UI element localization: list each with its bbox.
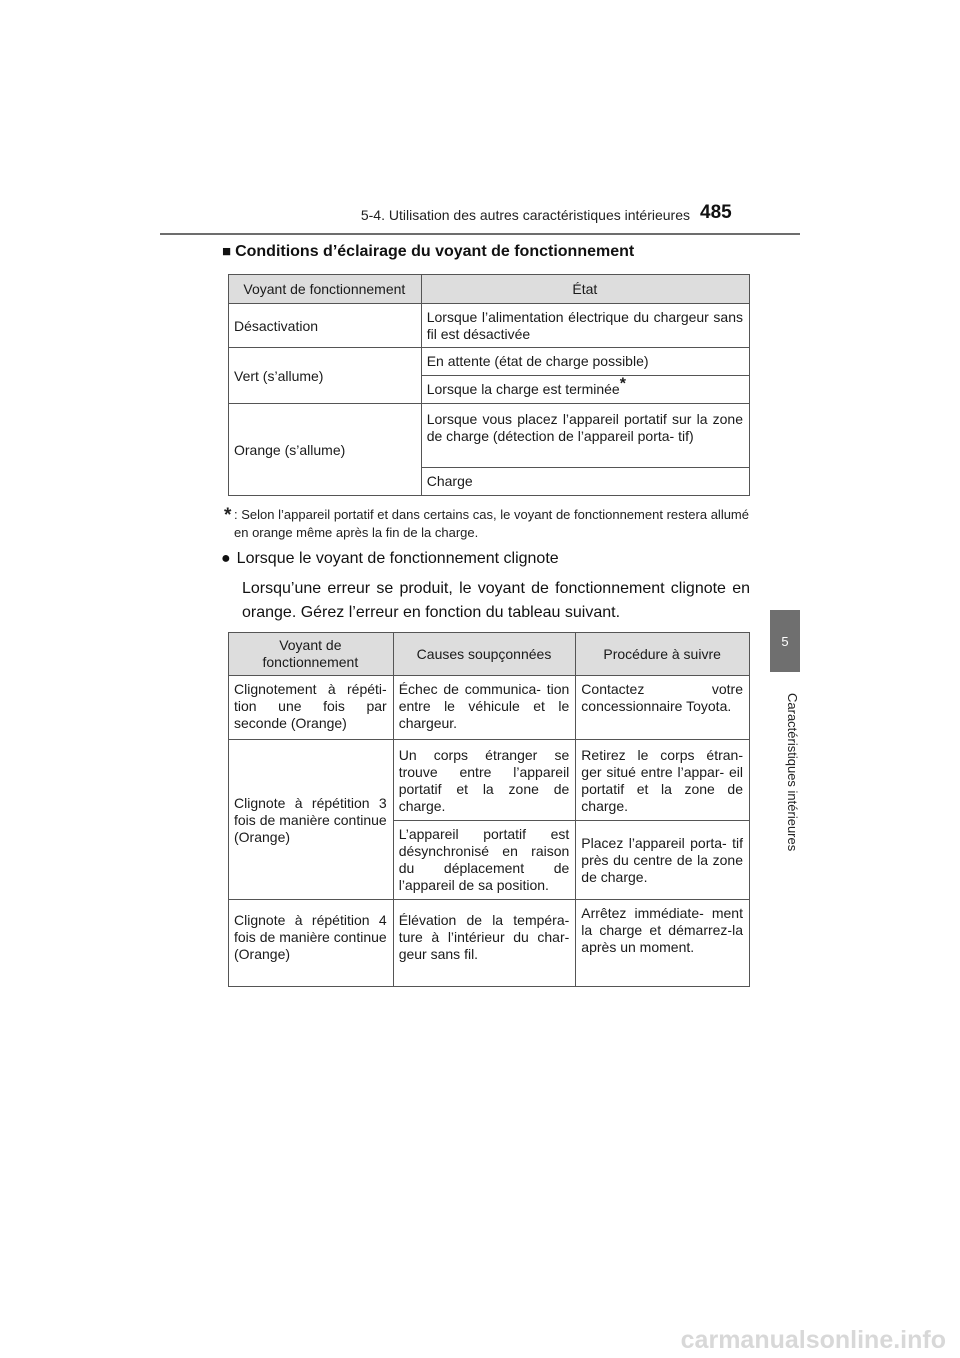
table-cell: Élévation de la tempéra- ture à l’intérieur du char- geur sans fil.: [393, 900, 576, 987]
table-header-cell: Voyant de fonctionnement: [229, 275, 422, 304]
table-cell: L’appareil portatif est désynchronisé en raison du déplacement de l’appareil de sa position.: [393, 821, 576, 900]
table-cell: Clignotement à répéti- tion une fois par seconde (Orange): [229, 676, 394, 740]
table-cell: Charge: [421, 468, 749, 496]
section-heading-text: Conditions d’éclairage du voyant de fonctionnement: [235, 243, 635, 260]
asterisk-icon: *: [224, 505, 232, 526]
bullet-heading: [221, 550, 559, 568]
bullet-paragraph: Lorsqu’une erreur se produit, le voyant de fonctionnement clignote en orange. Gérez l’erreur en fonction du tableau suivant.: [242, 580, 750, 621]
indicator-conditions-table: [228, 274, 750, 496]
chapter-number: 5: [781, 633, 789, 649]
table-header-cell: Voyant de fonctionnement: [229, 633, 394, 676]
page-number: 485: [700, 202, 732, 223]
footnote: [224, 506, 749, 542]
cell-text: Lorsque la charge est terminée: [426, 381, 620, 397]
table-cell: Placez l’appareil porta- tif près du centre de la zone de charge.: [576, 821, 750, 900]
table-header-cell: État: [421, 275, 749, 304]
square-bullet-icon: ■: [222, 243, 232, 260]
round-bullet-icon: ●: [221, 550, 231, 567]
table-cell: Un corps étranger se trouve entre l’appareil portatif et la zone de charge.: [393, 740, 576, 821]
footnote-text: : Selon l’appareil portatif et dans certains cas, le voyant de fonctionnement restera allumé en orange même après la fin de la charge.: [234, 507, 749, 540]
table-cell: Clignote à répétition 3 fois de manière continue (Orange): [229, 740, 394, 900]
header-divider: [160, 233, 800, 235]
watermark: carmanualsonline.info: [680, 1326, 946, 1354]
running-header-title: 5-4. Utilisation des autres caractéristiques intérieures: [360, 207, 690, 223]
table-cell: Orange (s’allume): [229, 404, 422, 496]
table-row: [229, 900, 750, 987]
table-cell: Vert (s’allume): [229, 348, 422, 404]
table-cell: Contactez votre concessionnaire Toyota.: [576, 676, 750, 740]
table-cell: En attente (état de charge possible): [421, 348, 749, 376]
section-heading: [222, 243, 634, 261]
table-cell: Retirez le corps étran- ger situé entre l’appar- eil portatif et la zone de charge.: [576, 740, 750, 821]
table-cell: Désactivation: [229, 304, 422, 348]
bullet-heading-text: Lorsque le voyant de fonctionnement clignote: [236, 550, 559, 567]
table-cell: Lorsque l’alimentation électrique du chargeur sans fil est désactivée: [421, 304, 749, 348]
table-row: [229, 740, 750, 821]
table-cell: [421, 376, 749, 404]
table-cell: Lorsque vous placez l’appareil portatif sur la zone de charge (détection de l’appareil porta- tif): [421, 404, 749, 468]
table-row: [229, 304, 750, 348]
table-cell: Arrêtez immédiate- ment la charge et démarrez-la après un moment.: [576, 900, 750, 987]
chapter-label: Caractéristiques intérieures: [785, 693, 800, 852]
asterisk-mark: *: [619, 375, 626, 393]
table-header-cell: Procédure à suivre: [576, 633, 750, 676]
table-row: [229, 348, 750, 376]
table-cell: Échec de communica- tion entre le véhicule et le chargeur.: [393, 676, 576, 740]
table-header-cell: Causes soupçonnées: [393, 633, 576, 676]
table-row: [229, 676, 750, 740]
chapter-tab: [770, 610, 800, 672]
table-cell: Clignote à répétition 4 fois de manière continue (Orange): [229, 900, 394, 987]
blinking-indicator-table: [228, 632, 750, 987]
table-row: [229, 404, 750, 468]
